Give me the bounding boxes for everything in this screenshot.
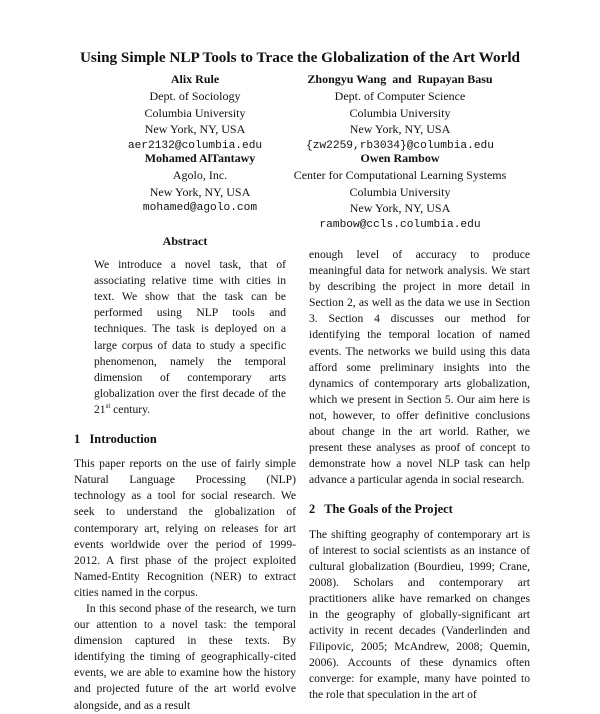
right-column xyxy=(309,247,530,704)
author-affiliation: New York, NY, USA xyxy=(144,122,246,137)
author-affiliation: New York, NY, USA xyxy=(349,201,451,216)
abstract-text: We introduce a novel task, that of associating relative time with cities in text. We show that the task can be performed using NLP tools and techniques. The task is deployed on a large corpus of data to study a specific phenomenon, namely the temporal dimension of contemporary arts globalization over the first decade of the 21st century. xyxy=(94,258,286,416)
author-affiliation: Dept. of Sociology xyxy=(149,88,241,103)
author-affiliation: Columbia University xyxy=(144,105,246,120)
body-paragraph: The shifting geography of contemporary art is of interest to social scientists as an instance of cultural globalization (Bourdieu, 1999; Crane, 2008). Scholars and contemporary art practitioners alike have remarked on changes in the geography of globally-significant art activity in recent decades (Vanderlinden and Filipovic, 2005; McAndrew, 2008; Quemin, 2006). Accounts of these dynamics often converge: for example, many have pointed to the role that speculation in the art of xyxy=(309,527,530,702)
author-email: {zw2259,rb3034}@columbia.edu xyxy=(306,140,494,153)
author-affiliation: New York, NY, USA xyxy=(349,122,451,137)
author-name: Mohamed AlTantawy xyxy=(144,151,256,165)
author-affiliation: Columbia University xyxy=(349,184,451,199)
superscript: st xyxy=(105,402,111,411)
author-block-wang-basu xyxy=(290,71,510,155)
author-affiliation: Center for Computational Learning Systems xyxy=(293,167,507,182)
section-heading-introduction: 1 Introduction xyxy=(74,432,157,447)
author-name: Alix Rule xyxy=(170,72,220,86)
section-heading-goals: 2 The Goals of the Project xyxy=(309,502,453,517)
author-name: Owen Rambow xyxy=(360,151,440,165)
author-affiliation: New York, NY, USA xyxy=(149,184,251,199)
author-block-altantawy xyxy=(100,150,300,217)
author-block-rambow xyxy=(280,150,520,234)
author-email: aer2132@columbia.edu xyxy=(127,140,263,153)
author-affiliation: Dept. of Computer Science xyxy=(334,88,466,103)
paper-title: Using Simple NLP Tools to Trace the Globalization of the Art World xyxy=(79,49,521,66)
author-email: mohamed@agolo.com xyxy=(142,202,258,215)
left-column xyxy=(74,233,296,714)
author-name: Zhongyu Wang and Rupayan Basu xyxy=(307,72,493,86)
author-affiliation: Columbia University xyxy=(349,105,451,120)
body-paragraph: In this second phase of the research, we turn our attention to a novel task: the temporal dimension captured in these texts. By identifying the timing of geographically-cited events, we are able to examine how the history and projected future of the art world evolve alongside, and as a result xyxy=(74,601,296,712)
body-paragraph: enough level of accuracy to produce meaningful data for network analysis. We start by describing the project in more detail in Section 2, as well as the data we use in Section 3. Section 4 discusses our method for identifying the temporal location of named events. The networks we build using this data afford some preliminary insights into the dynamics of contemporary arts globalization, which we present in Section 5. Our aim here is not, however, to offer definitive conclusions about change in the art world. Rather, we present these analyses as proof of concept to demonstrate how a novel NLP task can help advance a particular agenda in social research. xyxy=(309,248,530,487)
abstract-heading: Abstract xyxy=(162,234,208,248)
author-block-rule xyxy=(95,71,295,155)
body-paragraph: This paper reports on the use of fairly simple Natural Language Processing (NLP) technology as a tool for social research. We seek to understand the globalization of contemporary art, relying on releases for art events worldwide over the period of 1999-2012. A first phase of the project exploited Named-Entity Recognition (NER) to extract cities named in the corpus. xyxy=(74,457,296,599)
author-email: rambow@ccls.columbia.edu xyxy=(319,219,481,232)
author-affiliation: Agolo, Inc. xyxy=(172,167,228,182)
